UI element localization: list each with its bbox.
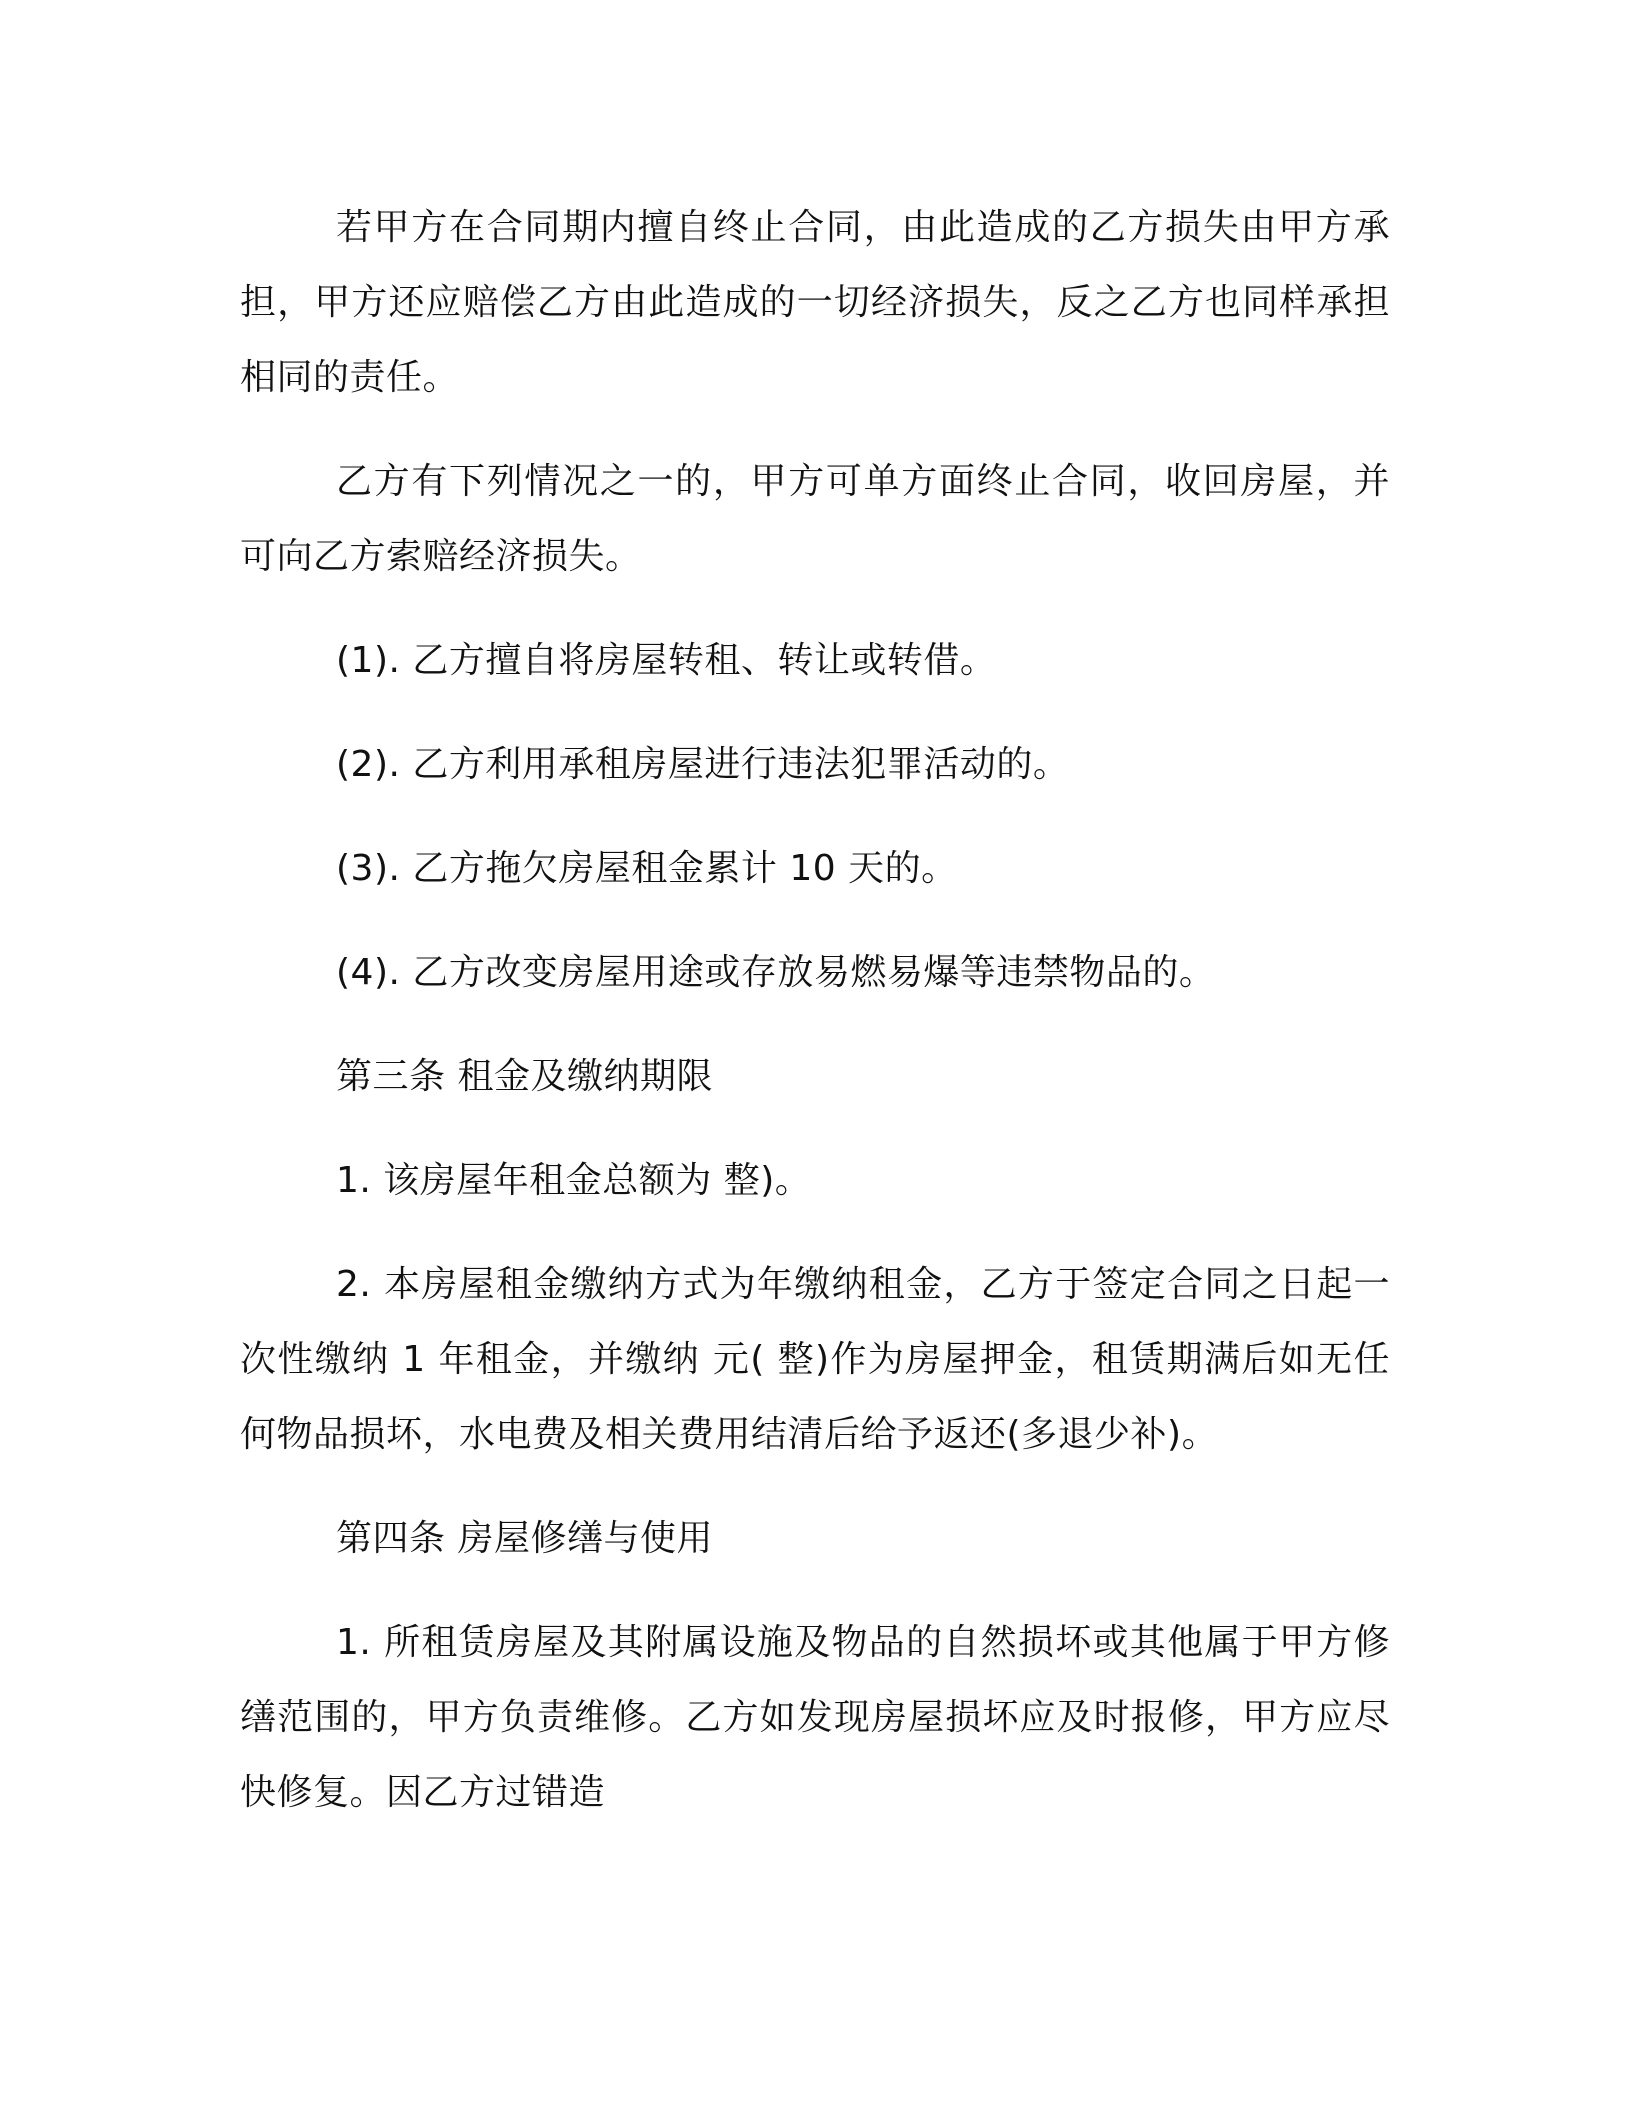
section-heading-article-4: 第四条 房屋修缮与使用 <box>336 1518 713 1559</box>
paragraph-early-termination-by-party-a: 若甲方在合同期内擅自终止合同，由此造成的乙方损失由甲方承担，甲方还应赔偿乙方由此造成的一切经济损失，反之乙方也同样承担相同的责任。 <box>240 207 1390 398</box>
list-item-condition-1: (1). 乙方擅自将房屋转租、转让或转借。 <box>336 640 997 681</box>
paragraph-annual-rent: 1. 该房屋年租金总额为 整)。 <box>336 1160 812 1201</box>
paragraph-payment-method: 2. 本房屋租金缴纳方式为年缴纳租金，乙方于签定合同之日起一次性缴纳 1 年租金，并缴纳 元( 整)作为房屋押金，租赁期满后如无任何物品损坏，水电费及相关费用结清后给予返还(多退少补)。 <box>240 1264 1390 1455</box>
list-item-condition-3: (3). 乙方拖欠房屋租金累计 10 天的。 <box>336 848 958 889</box>
section-heading-article-3: 第三条 租金及缴纳期限 <box>336 1056 713 1097</box>
document-body <box>240 190 1390 1859</box>
list-item-condition-2: (2). 乙方利用承租房屋进行违法犯罪活动的。 <box>336 744 1070 785</box>
list-item-condition-4: (4). 乙方改变房屋用途或存放易燃易爆等违禁物品的。 <box>336 952 1216 993</box>
paragraph-termination-conditions: 乙方有下列情况之一的，甲方可单方面终止合同，收回房屋，并可向乙方索赔经济损失。 <box>240 461 1390 577</box>
paragraph-repairs: 1. 所租赁房屋及其附属设施及物品的自然损坏或其他属于甲方修缮范围的，甲方负责维修。乙方如发现房屋损坏应及时报修，甲方应尽快修复。因乙方过错造 <box>240 1622 1390 1813</box>
